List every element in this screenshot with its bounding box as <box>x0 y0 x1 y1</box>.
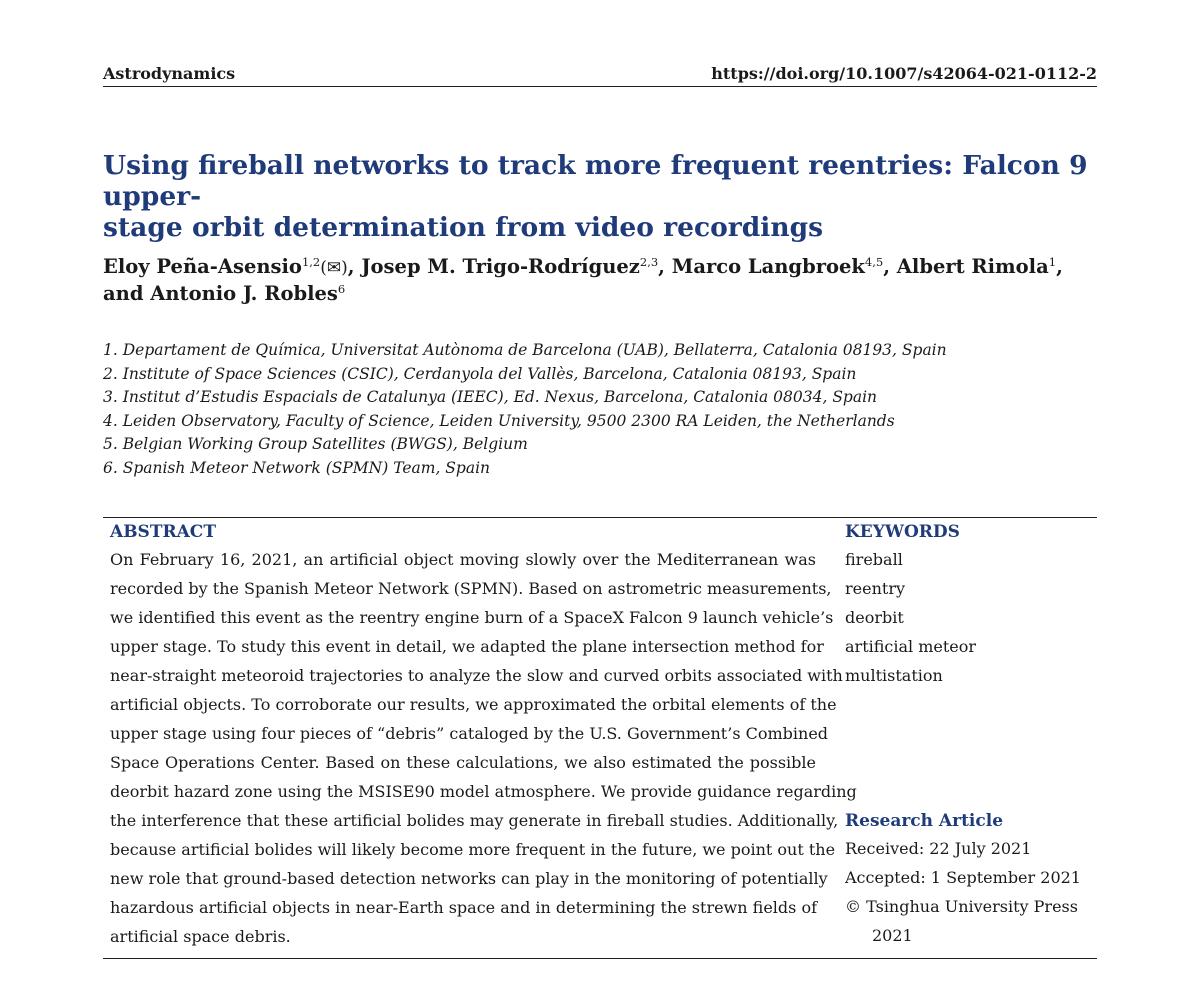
keyword-item: multistation <box>845 666 943 685</box>
abstract-line: upper stage. To study this event in detail, we adapted the plane intersection method for <box>110 637 824 656</box>
mail-icon[interactable]: (✉) <box>320 258 348 278</box>
keywords-heading: KEYWORDS <box>845 522 960 542</box>
abstract-body <box>110 545 857 951</box>
author-name: Marco Langbroek <box>671 255 865 278</box>
keyword-list <box>845 545 1097 690</box>
abstract-line: artificial space debris. <box>110 927 291 946</box>
received-date: Received: 22 July 2021 <box>845 839 1032 858</box>
author-affil-sup: 2,3 <box>639 255 659 269</box>
abstract-line: On February 16, 2021, an artificial object moving slowly over the Mediterranean was <box>110 550 816 569</box>
paper-title <box>103 150 1097 243</box>
keyword-item: artificial meteor <box>845 637 977 656</box>
abstract-line: Space Operations Center. Based on these calculations, we also estimated the possible <box>110 753 816 772</box>
title-line-1: Using fireball networks to track more frequent reentries: Falcon 9 upper- <box>103 150 1088 212</box>
paper-page <box>103 0 1097 999</box>
affiliation-list <box>103 339 947 480</box>
author-joiner: and <box>103 282 144 305</box>
abstract-line: because artificial bolides will likely become more frequent in the future, we point out the <box>110 840 836 859</box>
author-name: Antonio J. Robles <box>150 282 338 305</box>
abstract-heading: ABSTRACT <box>110 522 216 542</box>
article-type-heading: Research Article <box>845 811 1004 831</box>
author-name: Albert Rimola <box>896 255 1049 278</box>
article-info-section <box>845 810 1097 950</box>
publisher-name: Tsinghua University Press <box>866 897 1078 916</box>
copyright-year: 2021 <box>872 926 913 945</box>
author-name: Eloy Peña-Asensio <box>103 255 302 278</box>
abstract-line: deorbit hazard zone using the MSISE90 model atmosphere. We provide guidance regarding <box>110 782 857 801</box>
affiliation-item: 1. Departament de Química, Universitat Autònoma de Barcelona (UAB), Bellaterra, Catalonia 08193, Spain <box>103 341 947 359</box>
abstract-section <box>110 521 857 951</box>
copyright-icon: © <box>845 897 861 916</box>
affiliation-item: 4. Leiden Observatory, Faculty of Science, Leiden University, 9500 2300 RA Leiden, the Netherlands <box>103 411 895 430</box>
affiliation-item: 2. Institute of Space Sciences (CSIC), Cerdanyola del Vallès, Barcelona, Catalonia 08193, Spain <box>103 364 857 383</box>
doi-link[interactable]: https://doi.org/10.1007/s42064-021-0112-2 <box>711 64 1097 83</box>
divider-bottom <box>103 958 1097 959</box>
abstract-line: hazardous artificial objects in near-Earth space and in determining the strewn fields of <box>110 898 817 917</box>
abstract-line: new role that ground-based detection networks can play in the monitoring of potentially <box>110 869 828 888</box>
accepted-date: Accepted: 1 September 2021 <box>845 868 1081 887</box>
abstract-line: recorded by the Spanish Meteor Network (SPMN). Based on astrometric measurements, <box>110 579 832 598</box>
affiliation-item: 6. Spanish Meteor Network (SPMN) Team, Spain <box>103 458 491 477</box>
affiliation-item: 3. Institut d’Estudis Espacials de Catalunya (IEEC), Ed. Nexus, Barcelona, Catalonia 08034, Spain <box>103 388 878 406</box>
author-affil-sup: 1,2 <box>301 255 321 269</box>
divider-top <box>103 517 1097 518</box>
author-line-1: Eloy Peña-Asensio$^{1,2}$(✉), Josep M. Trigo-Rodríguez$^{2,3}$, Marco Langbroek$^{4,5}$, Albert Rimola$^1$, <box>103 255 1063 278</box>
title-line-2: stage orbit determination from video recordings <box>103 212 824 243</box>
author-affil-sup: 4,5 <box>864 255 884 269</box>
keyword-item: reentry <box>845 579 906 598</box>
copyright-line <box>845 892 1097 921</box>
author-affil-sup: 6 <box>337 282 346 296</box>
abstract-line: upper stage using four pieces of “debris” cataloged by the U.S. Government’s Combined <box>110 724 829 743</box>
abstract-line: we identified this event as the reentry engine burn of a SpaceX Falcon 9 launch vehicle’s <box>110 608 834 627</box>
journal-header <box>103 64 1097 87</box>
journal-name: Astrodynamics <box>103 64 236 83</box>
author-list <box>103 254 1097 307</box>
abstract-line: the interference that these artificial bolides may generate in fireball studies. Additionally, <box>110 811 839 830</box>
affiliation-item: 5. Belgian Working Group Satellites (BWGS), Belgium <box>103 435 528 453</box>
author-line-2 <box>103 281 1097 307</box>
keyword-item: deorbit <box>845 608 904 627</box>
keywords-section <box>845 521 1097 690</box>
author-affil-sup: 1 <box>1048 255 1057 269</box>
keyword-item: fireball <box>845 550 903 569</box>
author-name: Josep M. Trigo-Rodríguez <box>361 255 640 278</box>
article-dates <box>845 834 1097 950</box>
abstract-line: near-straight meteoroid trajectories to analyze the slow and curved orbits associated with <box>110 666 843 685</box>
abstract-line: artificial objects. To corroborate our results, we approximated the orbital elements of the <box>110 695 837 714</box>
